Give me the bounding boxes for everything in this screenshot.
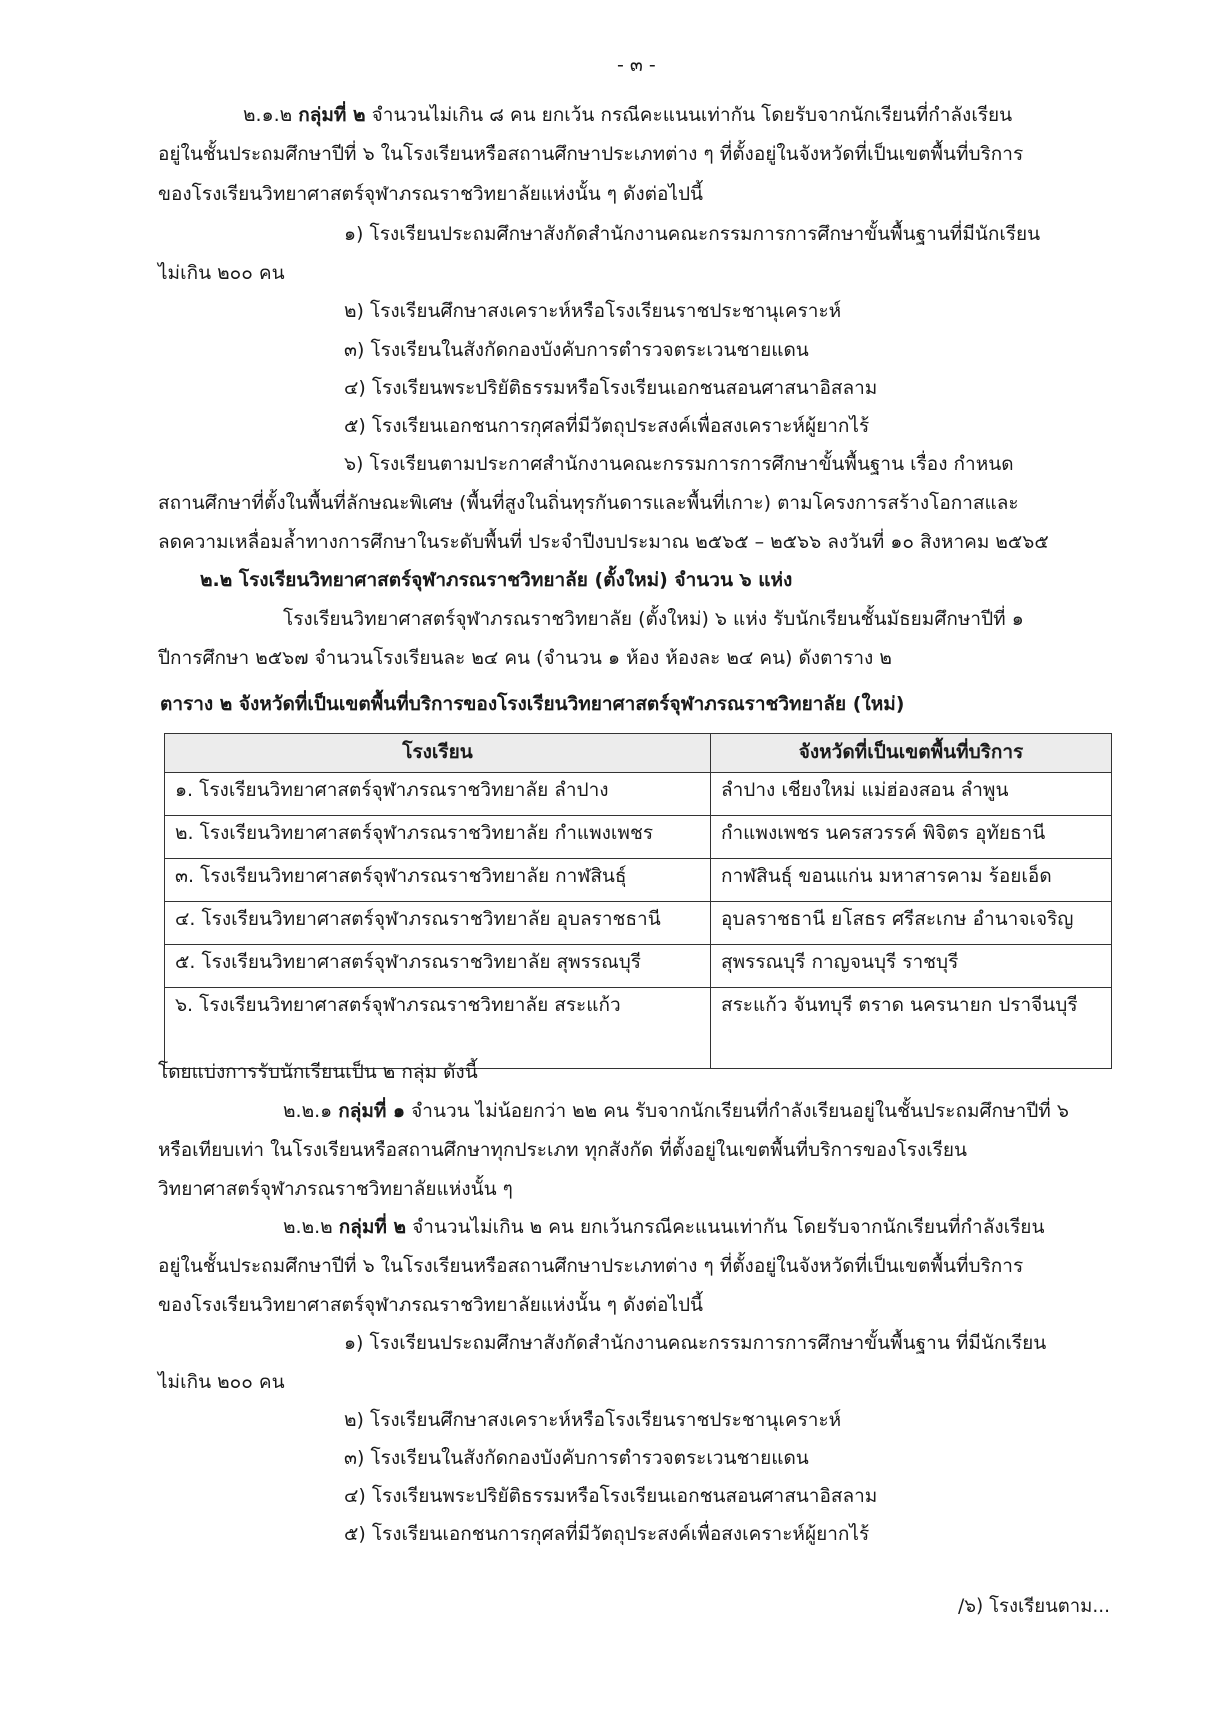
sec-2-1-2-heading: กลุ่มที่ ๒ [298,104,366,126]
provinces-cell: กาฬสินธุ์ ขอนแก่น มหาสารคาม ร้อยเอ็ด [711,859,1112,902]
sec-2-2-2-item1a: ๑) โรงเรียนประถมศึกษาสังกัดสำนักงานคณะกรรมการการศึกษาขั้นพื้นฐาน ที่มีนักเรียน [344,1332,1047,1354]
sec-2-2-2-line3: ของโรงเรียนวิทยาศาสตร์จุฬาภรณราชวิทยาลัยแห่งนั้น ๆ ดังต่อไปนี้ [158,1294,704,1316]
sec-2-1-2-item6b: สถานศึกษาที่ตั้งในพื้นที่ลักษณะพิเศษ (พื้นที่สูงในถิ่นทุรกันดารและพื้นที่เกาะ) ตามโครงการสร้างโอกาสและ [158,492,1019,514]
provinces-cell: สระแก้ว จันทบุรี ตราด นครนายก ปราจีนบุรี [711,988,1112,1069]
sec-2-2-2-item3: ๓) โรงเรียนในสังกัดกองบังคับการตำรวจตระเวนชายแดน [344,1447,809,1469]
sec-2-2-2-item1b: ไม่เกิน ๒๐๐ คน [158,1371,285,1393]
school-cell: ๑. โรงเรียนวิทยาศาสตร์จุฬาภรณราชวิทยาลัย ลำปาง [165,773,711,816]
sec-2-1-2-line2: อยู่ในชั้นประถมศึกษาปีที่ ๖ ในโรงเรียนหรือสถานศึกษาประเภทต่าง ๆ ที่ตั้งอยู่ในจังหวัดที่เป็นเขตพื้นที่บริการ [158,143,1024,165]
sec-2-1-2-item1a: ๑) โรงเรียนประถมศึกษาสังกัดสำนักงานคณะกรรมการการศึกษาขั้นพื้นฐานที่มีนักเรียน [344,223,1041,245]
provinces-cell: กำแพงเพชร นครสวรรค์ พิจิตร อุทัยธานี [711,816,1112,859]
school-cell: ๕. โรงเรียนวิทยาศาสตร์จุฬาภรณราชวิทยาลัย สุพรรณบุรี [165,945,711,988]
sec-2-2-1-line1 [283,1102,1069,1121]
continuation-note: /๖) โรงเรียนตาม... [958,1596,1110,1617]
sec-2-1-2-item2: ๒) โรงเรียนศึกษาสงเคราะห์หรือโรงเรียนราชประชานุเคราะห์ [344,300,842,322]
table-row [165,945,1112,988]
table-row [165,902,1112,945]
table2-caption: ตาราง ๒ จังหวัดที่เป็นเขตพื้นที่บริการของโรงเรียนวิทยาศาสตร์จุฬาภรณราชวิทยาลัย (ใหม่) [160,693,905,715]
sec-2-2-para1: โรงเรียนวิทยาศาสตร์จุฬาภรณราชวิทยาลัย (ตั้งใหม่) ๖ แห่ง รับนักเรียนชั้นมัธยมศึกษาปีที่ ๑ [283,608,1024,630]
sec-2-2-2-item4: ๔) โรงเรียนพระปริยัติธรรมหรือโรงเรียนเอกชนสอนศาสนาอิสลาม [344,1485,878,1507]
sec-2-1-2-item3: ๓) โรงเรียนในสังกัดกองบังคับการตำรวจตระเวนชายแดน [344,339,809,361]
sec-2-2-2-num: ๒.๒.๒ [283,1216,333,1238]
sec-2-2-2-line1-rest: จำนวนไม่เกิน ๒ คน ยกเว้นกรณีคะแนนเท่ากัน โดยรับจากนักเรียนที่กำลังเรียน [412,1216,1045,1238]
col-header-school: โรงเรียน [165,734,711,773]
table-row [165,859,1112,902]
school-cell: ๓. โรงเรียนวิทยาศาสตร์จุฬาภรณราชวิทยาลัย กาฬสินธุ์ [165,859,711,902]
provinces-cell: ลำปาง เชียงใหม่ แม่ฮ่องสอน ลำพูน [711,773,1112,816]
service-area-table [164,733,1112,1069]
sec-2-2-1-line1-rest: จำนวน ไม่น้อยกว่า ๒๒ คน รับจากนักเรียนที่กำลังเรียนอยู่ในชั้นประถมศึกษาปีที่ ๖ [411,1100,1069,1122]
col-header-provinces: จังหวัดที่เป็นเขตพื้นที่บริการ [711,734,1112,773]
sec-2-1-2-item6a: ๖) โรงเรียนตามประกาศสำนักงานคณะกรรมการการศึกษาขั้นพื้นฐาน เรื่อง กำหนด [344,453,1014,475]
sec-2-2-heading: ๒.๒ โรงเรียนวิทยาศาสตร์จุฬาภรณราชวิทยาลัย (ตั้งใหม่) จำนวน ๖ แห่ง [200,569,793,591]
sec-2-2-1-heading: กลุ่มที่ ๑ [338,1100,406,1122]
sec-2-2-para2: ปีการศึกษา ๒๕๖๗ จำนวนโรงเรียนละ ๒๔ คน (จำนวน ๑ ห้อง ห้องละ ๒๔ คน) ดังตาราง ๒ [158,647,892,669]
sec-2-1-2-line1 [243,106,1012,125]
provinces-cell: อุบลราชธานี ยโสธร ศรีสะเกษ อำนาจเจริญ [711,902,1112,945]
school-cell: ๒. โรงเรียนวิทยาศาสตร์จุฬาภรณราชวิทยาลัย กำแพงเพชร [165,816,711,859]
provinces-cell: สุพรรณบุรี กาญจนบุรี ราชบุรี [711,945,1112,988]
school-cell: ๖. โรงเรียนวิทยาศาสตร์จุฬาภรณราชวิทยาลัย สระแก้ว [165,988,711,1069]
school-cell: ๔. โรงเรียนวิทยาศาสตร์จุฬาภรณราชวิทยาลัย อุบลราชธานี [165,902,711,945]
sec-2-2-2-line1 [283,1218,1044,1237]
sec-2-1-2-num: ๒.๑.๒ [243,104,293,126]
sec-2-1-2-item6c: ลดความเหลื่อมล้ำทางการศึกษาในระดับพื้นที่ ประจำปีงบประมาณ ๒๕๖๕ – ๒๕๖๖ ลงวันที่ ๑๐ สิงหาคม ๒๕๖๕ [158,531,1049,553]
page-number: - ๓ - [617,54,656,76]
sec-2-1-2-item4: ๔) โรงเรียนพระปริยัติธรรมหรือโรงเรียนเอกชนสอนศาสนาอิสลาม [344,377,878,399]
sec-2-2-2-heading: กลุ่มที่ ๒ [338,1216,407,1238]
table-row [165,816,1112,859]
table-row [165,988,1112,1069]
table-header-row [165,734,1112,773]
sec-2-2-1-line2: หรือเทียบเท่า ในโรงเรียนหรือสถานศึกษาทุกประเภท ทุกสังกัด ที่ตั้งอยู่ในเขตพื้นที่บริการของโรงเรียน [158,1139,968,1161]
sec-2-1-2-line3: ของโรงเรียนวิทยาศาสตร์จุฬาภรณราชวิทยาลัยแห่งนั้น ๆ ดังต่อไปนี้ [158,183,704,205]
sec-2-1-2-item5: ๕) โรงเรียนเอกชนการกุศลที่มีวัตถุประสงค์เพื่อสงเคราะห์ผู้ยากไร้ [344,415,870,437]
split-note: โดยแบ่งการรับนักเรียนเป็น ๒ กลุ่ม ดังนี้ [158,1061,478,1083]
sec-2-1-2-line1-rest: จำนวนไม่เกิน ๘ คน ยกเว้น กรณีคะแนนเท่ากัน โดยรับจากนักเรียนที่กำลังเรียน [371,104,1013,126]
sec-2-2-2-item2: ๒) โรงเรียนศึกษาสงเคราะห์หรือโรงเรียนราชประชานุเคราะห์ [344,1409,842,1431]
sec-2-2-2-item5: ๕) โรงเรียนเอกชนการกุศลที่มีวัตถุประสงค์เพื่อสงเคราะห์ผู้ยากไร้ [344,1523,870,1545]
sec-2-2-1-line3: วิทยาศาสตร์จุฬาภรณราชวิทยาลัยแห่งนั้น ๆ [158,1178,513,1200]
sec-2-2-2-line2: อยู่ในชั้นประถมศึกษาปีที่ ๖ ในโรงเรียนหรือสถานศึกษาประเภทต่าง ๆ ที่ตั้งอยู่ในจังหวัดที่เป็นเขตพื้นที่บริการ [158,1255,1024,1277]
sec-2-2-1-num: ๒.๒.๑ [283,1100,333,1122]
table-row [165,773,1112,816]
sec-2-1-2-item1b: ไม่เกิน ๒๐๐ คน [158,262,285,284]
